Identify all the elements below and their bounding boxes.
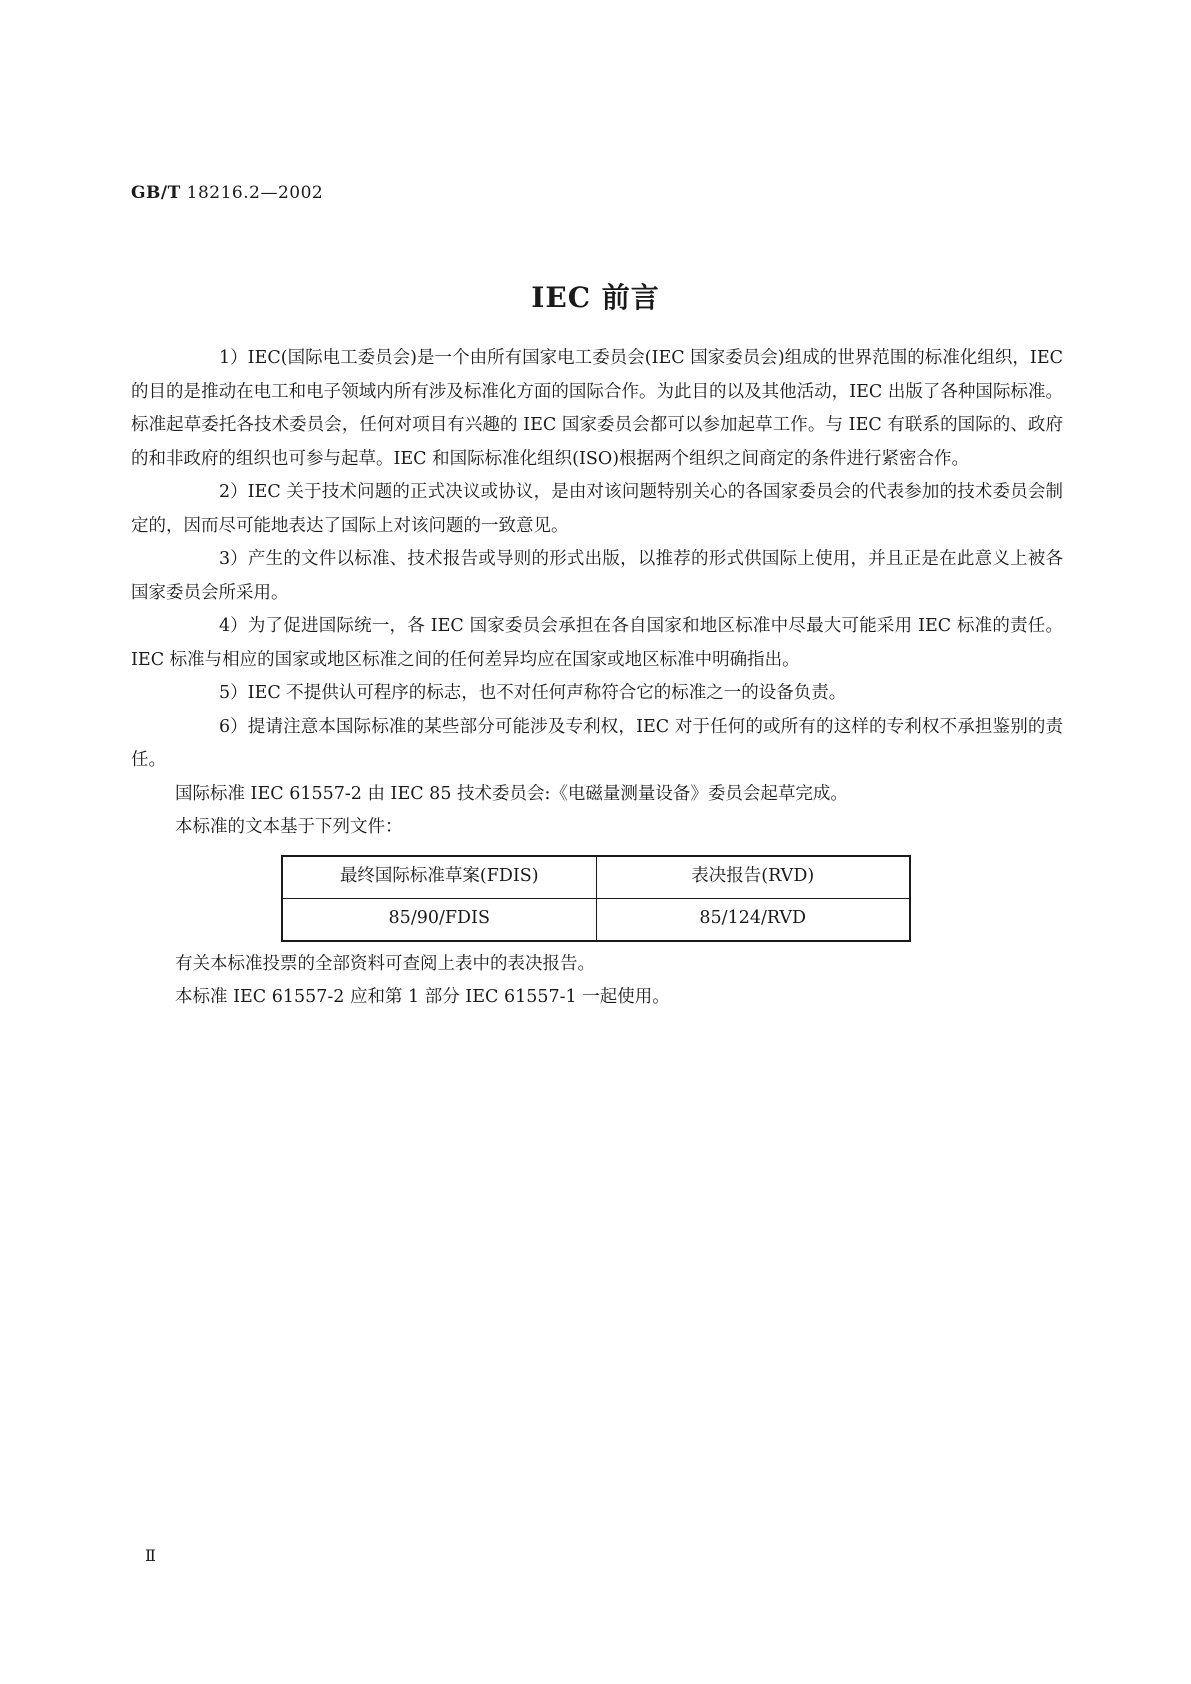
clause-number: 2） [219,482,248,502]
clause-3 [131,543,1063,610]
clause-5 [131,677,1063,711]
clause-4 [131,610,1063,677]
clause-text: 提请注意本国际标准的某些部分可能涉及专利权，IEC 对于任何的或所有的这样的专利权不承担鉴别的责任。 [131,716,1063,770]
clause-number: 6） [219,716,248,737]
clause-number: 4） [219,616,248,636]
document-identifier [131,183,323,203]
usage-statement: 本标准 IEC 61557-2 应和第 1 部分 IEC 61557-1 一起使用。 [175,987,670,1007]
table-header-row [282,856,910,899]
document-prefix: GB/T [131,183,181,203]
clause-number: 1） [219,348,248,368]
table-cell-rvd: 85/124/RVD [596,898,910,941]
clause-text: 产生的文件以标准、技术报告或导则的形式出版，以推荐的形式供国际上使用，并且正是在此意义上被各国家委员会所采用。 [131,549,1063,603]
basis-statement: 本标准的文本基于下列文件： [175,817,403,837]
clause-text: IEC 不提供认可程序的标志，也不对任何声称符合它的标准之一的设备负责。 [247,683,847,703]
page-title: IEC 前言 [531,281,660,314]
clause-number: 5） [219,683,248,703]
voting-info-statement: 有关本标准投票的全部资料可查阅上表中的表决报告。 [175,953,595,974]
table-header-fdis: 最终国际标准草案(FDIS) [282,856,596,899]
table-header-rvd: 表决报告(RVD) [596,856,910,899]
clause-text: IEC 关于技术问题的正式决议或协议，是由对该问题特别关心的各国家委员会的代表参加的技术委员会制定的，因而尽可能地表达了国际上对该问题的一致意见。 [131,482,1063,536]
voting-documents-table [281,855,911,942]
drafting-statement: 国际标准 IEC 61557-2 由 IEC 85 技术委员会:《电磁量测量设备》委员会起草完成。 [175,783,848,804]
clause-2 [131,476,1063,543]
clause-1 [131,342,1063,476]
clause-6 [131,711,1063,778]
document-number: 18216.2—2002 [186,183,324,203]
table-row [282,898,910,941]
clause-text: IEC(国际电工委员会)是一个由所有国家电工委员会(IEC 国家委员会)组成的世界范围的标准化组织，IEC 的目的是推动在电工和电子领域内所有涉及标准化方面的国际合作。为此目的以及其他活动，IEC 出版了各种国际标准。标准起草委托各技术委员会，任何对项目有兴趣的 IEC 国家委员会都可以参加起草工作。与 IEC 有联系的国际的、政府的和非政府的组织也可参与起草。IEC 和国际标准化组织(ISO)根据两个组织之间商定的条件进行紧密合作。 [131,348,1063,469]
table-cell-fdis: 85/90/FDIS [282,898,596,941]
page-number: Ⅱ [145,1546,156,1565]
clause-number: 3） [219,549,248,569]
clause-text: 为了促进国际统一，各 IEC 国家委员会承担在各自国家和地区标准中尽最大可能采用 IEC 标准的责任。IEC 标准与相应的国家或地区标准之间的任何差异均应在国家或地区标准中明确指出。 [131,616,1063,670]
document-body [131,342,1063,1015]
